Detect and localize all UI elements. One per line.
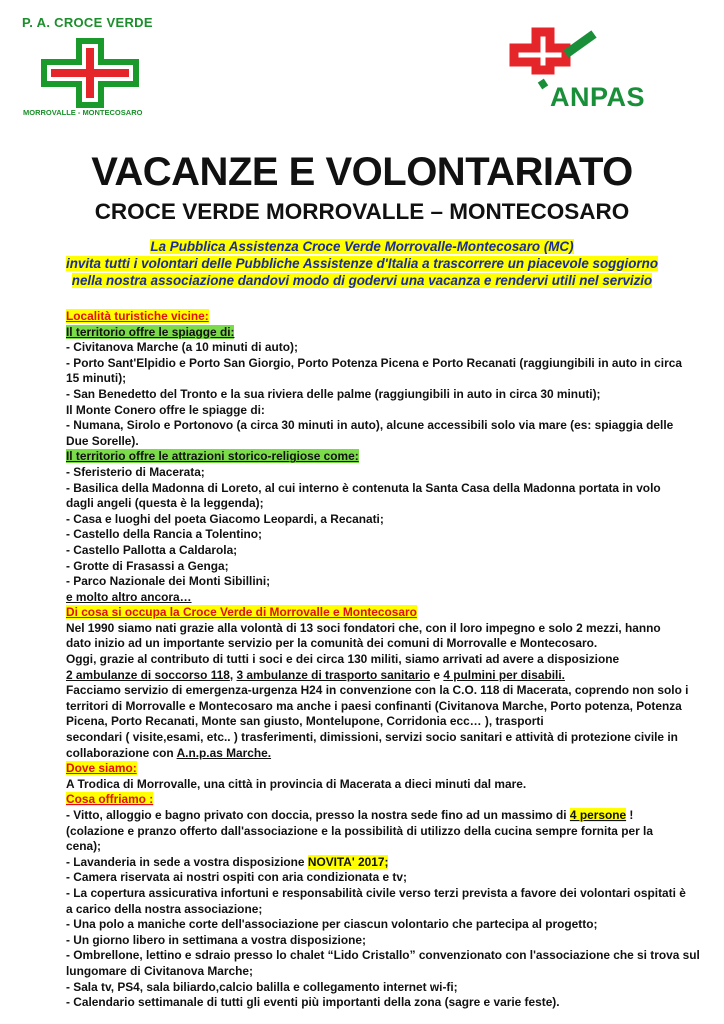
list-item: - Castello Pallotta a Caldarola;	[66, 542, 238, 557]
list-item: - Numana, Sirolo e Portonovo (a circa 30 minuti in auto), alcune accessibili solo via mare (es: spiaggia delle	[66, 418, 674, 433]
offer-highlight: 4 persone	[569, 808, 627, 822]
attrazioni-heading: Il territorio offre le attrazioni storico-religiose come:	[66, 449, 359, 464]
list-item: - Civitanova Marche (a 10 minuti di auto);	[66, 340, 298, 355]
list-item: - Sferisterio di Macerata;	[66, 464, 205, 479]
list-item: cena);	[66, 839, 102, 854]
dove-heading: Dove siamo:	[66, 761, 137, 776]
intro-line: nella nostra associazione dandovi modo di godervi una vacanza e rendervi utili nel servizio	[71, 273, 653, 288]
list-item: - Castello della Rancia a Tolentino;	[66, 527, 263, 542]
paragraph-line: dato inizio ad un importante servizio per la comunità dei comuni di Morrovalle e Montecosaro.	[66, 636, 598, 651]
paragraph-line: Nel 1990 siamo nati grazie alla volontà di 13 soci fondatori che, con il loro impegno e solo 2 mezzi, hanno	[66, 620, 661, 635]
paragraph-line	[66, 746, 662, 762]
attrazioni-more: e molto altro ancora…	[66, 589, 192, 604]
paragraph-line: A Trodica di Morrovalle, una città in provincia di Macerata a dieci minuti dal mare.	[66, 776, 527, 791]
separator: ,	[229, 667, 237, 682]
body-text	[66, 309, 700, 1011]
occupa-heading: Di cosa si occupa la Croce Verde di Morrovalle e Montecosaro	[66, 605, 417, 620]
intro-block	[0, 238, 724, 289]
page-subtitle: CROCE VERDE MORROVALLE – MONTECOSARO	[94, 199, 630, 224]
list-item: a carico della nostra associazione;	[66, 901, 263, 916]
list-item: - Porto Sant'Elpidio e Porto San Giorgio, Porto Potenza Picena e Porto Recanati (raggiungibili in auto in circa	[66, 355, 682, 370]
logo-place-name: MORROVALLE - MONTECOSARO	[23, 108, 143, 117]
list-item: lungomare di Civitanova Marche;	[66, 963, 253, 978]
list-item: - Parco Nazionale dei Monti Sibillini;	[66, 574, 271, 589]
pulmini-disabili: 4 pulmini per disabili.	[443, 667, 565, 682]
croce-verde-logo	[16, 12, 166, 124]
list-item: - La copertura assicurativa infortuni e responsabilità civile verso terzi prevista a favore dei volontari ospitati è	[66, 885, 686, 900]
ambulanze-118: 2 ambulanze di soccorso 118	[66, 667, 230, 682]
list-item: - Ombrellone, lettino e sdraio presso lo chalet “Lido Cristallo” convenzionato con l'associazione che si trova sul	[66, 948, 700, 963]
list-item: - Camera riservata ai nostri ospiti con aria condizionata e tv;	[66, 870, 407, 885]
list-item: Due Sorelle).	[66, 433, 139, 448]
list-item: - Casa e luoghi del poeta Giacomo Leopardi, a Recanati;	[66, 511, 384, 526]
localita-heading: Località turistiche vicine:	[66, 309, 209, 323]
intro-line: invita tutti i volontari delle Pubbliche Assistenze d'Italia a trascorrere un piacevole soggiorno	[65, 256, 659, 271]
paragraph-line: Oggi, grazie al contributo di tutti i soci e dei circa 130 militi, siamo arrivati ad avere a disposizione	[66, 652, 620, 667]
spiagge-heading: Il territorio offre le spiagge di:	[66, 324, 235, 339]
list-item: - Un giorno libero in settimana a vostra disposizione;	[66, 932, 366, 947]
anpas-marche-link: A.n.p.as Marche.	[176, 745, 272, 760]
list-item: - San Benedetto del Tronto e la sua riviera delle palme (raggiungibili in auto in circa 30 minuti);	[66, 386, 601, 401]
page-title: VACANZE E VOLONTARIATO	[91, 150, 633, 194]
list-item	[66, 808, 662, 824]
novita-highlight: NOVITA' 2017;	[307, 854, 389, 869]
ambulanze-trasporto: 3 ambulanze di trasporto sanitario	[236, 667, 431, 682]
list-item: (colazione e pranzo offerto dall'associazione e la possibilità di utilizzo della cucina sempre fornita per la	[66, 823, 653, 838]
list-item: - Sala tv, PS4, sala biliardo,calcio balilla e collegamento internet wi-fi;	[66, 979, 458, 994]
paragraph-line: territori di Morrovalle e Montecosaro ma anche i paesi confinanti (Civitanova Marche, Porto potenza, Potenza	[66, 698, 682, 713]
separator: e	[430, 667, 444, 682]
offer-text: - Lavanderia in sede a vostra disposizione	[66, 854, 308, 869]
logo-org-name: P. A. CROCE VERDE	[22, 15, 153, 30]
anpas-brand-text: ANPAS	[550, 82, 646, 112]
list-item	[66, 855, 662, 871]
paragraph-line: secondari ( visite,esami, etc.. ) trasferimenti, dimissioni, servizi socio sanitari e attività di protezione civile in	[66, 730, 678, 745]
list-item: Il Monte Conero offre le spiagge di:	[66, 402, 265, 417]
list-item: 15 minuti);	[66, 371, 127, 386]
anpas-logo	[506, 24, 676, 114]
paragraph-line: Picena, Porto Recanati, Monte san giusto, Montelupone, Corridonia ecc… ), trasporti	[66, 714, 544, 729]
list-item: - Una polo a maniche corte dell'associazione per ciascun volontario che partecipa al progetto;	[66, 917, 598, 932]
intro-line: La Pubblica Assistenza Croce Verde Morrovalle-Montecosaro (MC)	[150, 239, 574, 254]
green-cross-icon	[41, 38, 139, 108]
offer-text: - Vitto, alloggio e bagno privato con doccia, presso la nostra sede fino ad un massimo di	[66, 808, 570, 822]
list-item: - Calendario settimanale di tutti gli eventi più importanti della zona (sagre e varie feste).	[66, 995, 560, 1010]
list-item: - Grotte di Frasassi a Genga;	[66, 558, 229, 573]
list-item: dagli angeli (questa è la leggenda);	[66, 496, 264, 511]
list-item: - Basilica della Madonna di Loreto, al cui interno è contenuta la Santa Casa della Madonna portata in volo	[66, 480, 661, 495]
offriamo-heading: Cosa offriamo :	[66, 792, 154, 807]
collab-prefix: collaborazione con	[66, 745, 177, 760]
paragraph-line: Facciamo servizio di emergenza-urgenza H24 in convenzione con la C.O. 118 di Macerata, coprendo non solo i	[66, 683, 689, 698]
offer-text: !	[626, 808, 634, 822]
vehicles-line	[66, 668, 662, 684]
